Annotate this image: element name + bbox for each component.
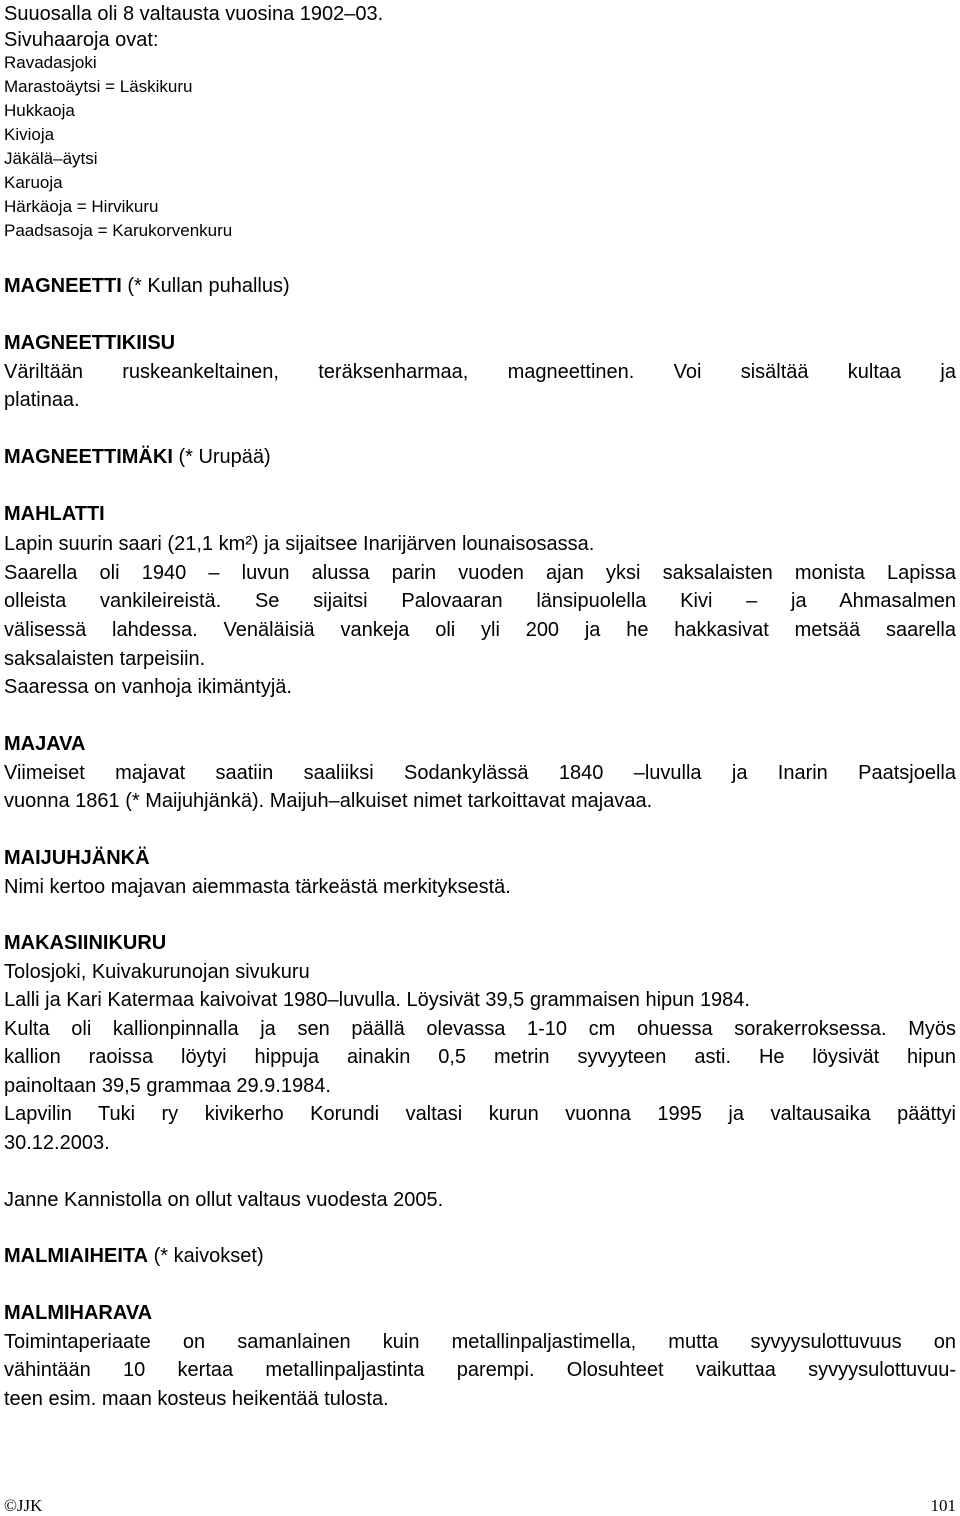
entry-text-line: painoltaan 39,5 grammaa 29.9.1984. (4, 1075, 331, 1097)
entry-text-line: Janne Kannistolla on ollut valtaus vuodesta 2005. (4, 1189, 444, 1211)
footer-copyright: ©JJK (4, 1496, 43, 1515)
entry-term: MAIJUHJÄNKÄ (4, 847, 150, 869)
branch-item: Marastoäytsi = Läskikuru (4, 77, 193, 96)
entry-text-line: Lapvilin Tuki ry kivikerho Korundi valtasi kurun vuonna 1995 ja valtausaika päättyi (4, 1103, 956, 1125)
entry-text-line: Toimintaperiaate on samanlainen kuin metallinpaljastimella, mutta syvyysulottuvuus on (4, 1331, 956, 1353)
page-number: 101 (930, 1496, 956, 1515)
branch-item: Kivioja (4, 125, 55, 144)
entry-text-line: vuonna 1861 (* Maijuhjänkä). Maijuh–alkuiset nimet tarkoittavat majavaa. (4, 790, 653, 812)
entry-text-line: kallion raoissa löytyi hippuja ainakin 0,5 metrin syvyyteen asti. He löysivät hipun (4, 1046, 956, 1068)
cross-reference: (* Urupää) (172, 446, 271, 468)
cross-reference: (* kaivokset) (148, 1245, 264, 1267)
entry-text-line: Väriltään ruskeankeltainen, teräksenharmaa, magneettinen. Voi sisältää kultaa ja (4, 361, 956, 383)
entry-text-line: Tolosjoki, Kuivakurunojan sivukuru (4, 961, 310, 983)
entry-text-line: Viimeiset majavat saatiin saaliiksi Sodankylässä 1840 –luvulla ja Inarin Paatsjoella (4, 762, 956, 784)
entry-text-line: 30.12.2003. (4, 1132, 110, 1154)
entry-text-line: olleista vankileireistä. Se sijaitsi Palovaaran länsipuolella Kivi – ja Ahmasalmen (4, 590, 956, 612)
entry-text-line: platinaa. (4, 389, 80, 411)
intro-line: Sivuhaaroja ovat: (4, 29, 159, 51)
branch-item: Karuoja (4, 173, 63, 192)
entry-text-line: Lapin suurin saari (21,1 km²) ja sijaitsee Inarijärven lounaisosassa. (4, 533, 595, 555)
entry-text-line: välisessä lahdessa. Venäläisiä vankeja oli yli 200 ja he hakkasivat metsää saarella (4, 619, 956, 641)
entry-term: MAKASIINIKURU (4, 932, 167, 954)
branch-item: Härkäoja = Hirvikuru (4, 197, 159, 216)
entry-text-line: Lalli ja Kari Katermaa kaivoivat 1980–luvulla. Löysivät 39,5 grammaisen hipun 1984. (4, 989, 750, 1011)
branch-item: Ravadasjoki (4, 53, 97, 72)
entry-text-line: Nimi kertoo majavan aiemmasta tärkeästä merkityksestä. (4, 876, 511, 898)
intro-line: Suuosalla oli 8 valtausta vuosina 1902–03. (4, 3, 384, 25)
entry-text-line: vähintään 10 kertaa metallinpaljastinta parempi. Olosuhteet vaikuttaa syvyysulottuvuu- (4, 1359, 956, 1381)
entry-term: MAGNEETTIKIISU (4, 332, 176, 354)
entry-text-line: teen esim. maan kosteus heikentää tulosta. (4, 1388, 389, 1410)
branch-item: Hukkaoja (4, 101, 75, 120)
branch-item: Jäkälä–äytsi (4, 149, 98, 168)
entry-term: MAGNEETTIMÄKI (4, 446, 173, 468)
entry-text-line: Saaressa on vanhoja ikimäntyjä. (4, 676, 292, 698)
branch-item: Paadsasoja = Karukorvenkuru (4, 221, 233, 240)
entry-term: MAHLATTI (4, 503, 105, 525)
entry-text-line: Saarella oli 1940 – luvun alussa parin vuoden ajan yksi saksalaisten monista Lapissa (4, 562, 956, 584)
entry-term: MAJAVA (4, 733, 86, 755)
entry-term: MALMIAIHEITA (4, 1245, 149, 1267)
entry-term: MALMIHARAVA (4, 1302, 153, 1324)
entry-malmiaiheita (4, 1242, 264, 1270)
entry-text-line: Kulta oli kallionpinnalla ja sen päällä olevassa 1-10 cm ohuessa sorakerroksessa. Myös (4, 1018, 956, 1040)
entry-term: MAGNEETTI (4, 275, 122, 297)
cross-reference: (* Kullan puhallus) (121, 275, 290, 297)
entry-magneettimaki (4, 443, 271, 471)
entry-text-line: saksalaisten tarpeisiin. (4, 648, 206, 670)
entry-magneetti (4, 272, 290, 300)
